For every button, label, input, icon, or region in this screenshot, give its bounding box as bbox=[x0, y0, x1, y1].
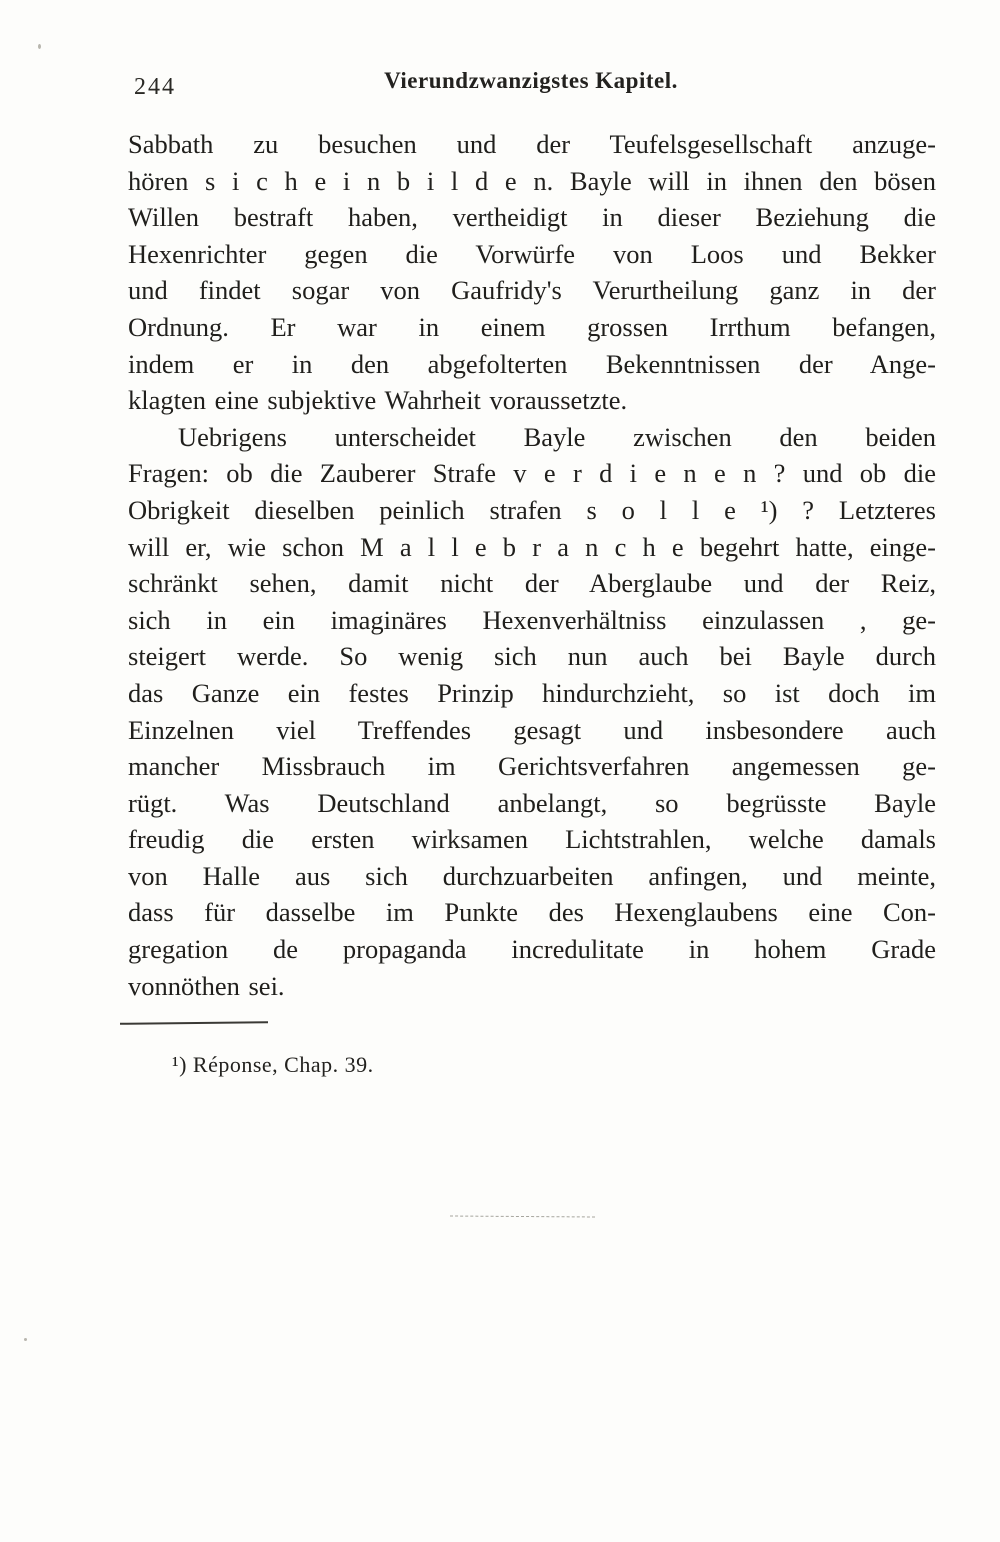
text-line: Uebrigens unterscheidet Bayle zwischen den beiden bbox=[178, 421, 936, 452]
paragraph bbox=[128, 126, 936, 419]
text-line: schränkt sehen, damit nicht der Aberglaube und der Reiz, bbox=[128, 568, 936, 599]
text-line: Obrigkeit dieselben peinlich strafen s o l l e ¹) ? Letzteres bbox=[128, 494, 936, 525]
footnote-rule bbox=[120, 1021, 268, 1025]
text-line: vonnöthen sei. bbox=[128, 970, 285, 1001]
text-line: hören s i c h e i n b i l d e n. Bayle will in ihnen den bösen bbox=[128, 165, 936, 196]
page-number: 244 bbox=[134, 74, 176, 100]
text-line: sich in ein imaginäres Hexenverhältniss einzulassen , ge- bbox=[128, 604, 936, 635]
text-line: von Halle aus sich durchzuarbeiten anfingen, und meinte, bbox=[128, 860, 936, 891]
text-line: mancher Missbrauch im Gerichtsverfahren angemessen ge- bbox=[128, 751, 936, 782]
paragraph bbox=[128, 419, 936, 1005]
text-line: Fragen: ob die Zauberer Strafe v e r d i e n e n ? und ob die bbox=[128, 458, 936, 489]
text-line: Hexenrichter gegen die Vorwürfe von Loos und Bekker bbox=[128, 238, 936, 269]
text-line: Sabbath zu besuchen und der Teufelsgesellschaft anzuge- bbox=[128, 129, 936, 159]
text-line: gregation de propaganda incredulitate in hohem Grade bbox=[128, 934, 936, 965]
running-head bbox=[128, 68, 934, 102]
text-line: Ordnung. Er war in einem grossen Irrthum befangen, bbox=[128, 311, 936, 342]
text-line: freudig die ersten wirksamen Lichtstrahlen, welche damals bbox=[128, 824, 936, 855]
scan-speck bbox=[24, 1338, 27, 1341]
body-text bbox=[128, 126, 936, 1004]
text-line: will er, wie schon M a l l e b r a n c h e begehrt hatte, einge- bbox=[128, 531, 936, 562]
text-line: dass für dasselbe im Punkte des Hexenglaubens eine Con- bbox=[128, 897, 936, 928]
text-line: Willen bestraft haben, vertheidigt in dieser Beziehung die bbox=[128, 202, 936, 233]
text-line: indem er in den abgefolterten Bekenntnissen der Ange- bbox=[128, 348, 936, 379]
text-line: rügt. Was Deutschland anbelangt, so begrüsste Bayle bbox=[128, 787, 936, 818]
scan-artifact-line bbox=[450, 1215, 595, 1217]
text-line: steigert werde. So wenig sich nun auch bei Bayle durch bbox=[128, 641, 936, 672]
text-line: das Ganze ein festes Prinzip hindurchzieht, so ist doch im bbox=[128, 677, 936, 708]
text-line: Einzelnen viel Treffendes gesagt und insbesondere auch bbox=[128, 714, 936, 745]
footnote: ¹) Réponse, Chap. 39. bbox=[172, 1052, 374, 1077]
chapter-title: Vierundzwanzigstes Kapitel. bbox=[384, 68, 678, 93]
text-line: und findet sogar von Gaufridy's Verurtheilung ganz in der bbox=[128, 275, 936, 306]
scan-speck bbox=[38, 44, 41, 49]
text-line: klagten eine subjektive Wahrheit voraussetzte. bbox=[128, 385, 628, 416]
